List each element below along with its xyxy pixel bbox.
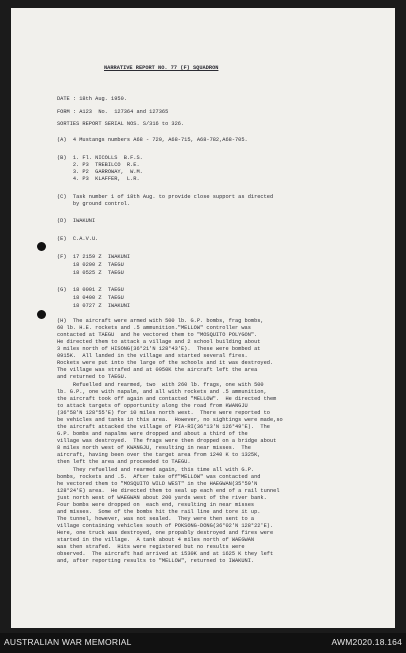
narrative-line: the aircraft took off again and contacted "MELLOW". He directed them [57, 396, 277, 402]
narrative-line: Refuelled and rearmed, two with 260 lb. frags, one with 500 [57, 382, 264, 388]
section-f: 18 0525 Z TAEGU [57, 270, 124, 276]
archive-footer [0, 633, 406, 653]
narrative-line: Rockets were put into the large of the schools and it was destroyed. [57, 360, 274, 366]
narrative-line: He directed them to attack a village and 2 school building about [57, 339, 261, 345]
narrative-line: observed. The aircraft had arrived at 1530K and at 1625 K they left [57, 551, 274, 557]
archive-name: AUSTRALIAN WAR MEMORIAL [4, 637, 132, 647]
section-f: 18 0200 Z TAEGU [57, 262, 124, 268]
section-a: (A) 4 Mustangs numbers A68 - 720, A68-715, A68-782,A68-705. [57, 137, 248, 143]
narrative-line: Four bombs were dropped on each end, resulting in near misses [57, 502, 255, 508]
narrative-line: he vectored them to "MOSQUITO WILD WEST" in the HAEGWAN(35°59'N [57, 481, 258, 487]
narrative-line: 60 lb. H.E. rockets and .5 ammunition."MELLOW" controller was [57, 325, 251, 331]
narrative-line: the aircraft attacked the village of PIA-RI(36°13'N 126°49'E). The [57, 424, 270, 430]
narrative-line: just north west of WAEGWAN about 200 yards west of the river bank. [57, 495, 267, 501]
narrative-line: started in the village. A tank about 4 miles north of WAEGWAN [57, 537, 255, 543]
archive-reference: AWM2020.18.164 [331, 637, 402, 647]
section-b: 4. P3 KLAFFER, L.R. [57, 176, 140, 182]
narrative-line: and returned to TAEGU. [57, 374, 127, 380]
section-e: (E) C.A.V.U. [57, 236, 99, 242]
narrative-line: The tunnel, however, was not sealed. They were then sent to a [57, 516, 255, 522]
narrative-line: (36°58'N 128°55'E) for 10 miles north west. There were reported to [57, 410, 270, 416]
narrative-line: Here, one truck was destroyed, one propably destroyed and fires were [57, 530, 274, 536]
narrative-line: G.P. bombs and napalms were dropped and about a third of the [57, 431, 248, 437]
narrative-line: then left the area and proceeded to TAEGU. [57, 459, 191, 465]
section-g: 18 0727 Z IWAKUNI [57, 303, 131, 309]
report-title: NARRATIVE REPORT NO. 77 (F) SQUADRON [104, 65, 219, 71]
section-g: 18 0400 Z TAEGU [57, 295, 124, 301]
narrative-line: and misses. Some of the bombs hit the rail line and tore it up. [57, 509, 261, 515]
section-b: 2. P3 TREBILCO R.E. [57, 162, 140, 168]
narrative-line: aircraft, having been over the target area from 1240 K to 1325K, [57, 452, 261, 458]
narrative-line: 8 miles north west of KWANGJU, resulting in near misses. The [57, 445, 251, 451]
narrative-line: lb. G.P., one with napalm, and all with rockets and .5 ammunition, [57, 389, 267, 395]
narrative-line: and, after reporting results to "MELLOW", returned to IWAKUNI. [57, 558, 255, 564]
section-c: by ground control. [57, 201, 131, 207]
narrative-line: 3 miles north of HISONG(36°21'N 128°43'E). These were bombed at [57, 346, 261, 352]
narrative-line: 128°24'E) area. He directed them to seal up each end of a rail tunnel [57, 488, 280, 494]
narrative-line: The village was strafed and at 0950K the aircraft left the area [57, 367, 258, 373]
narrative-line: village was destroyed. The frags were then dropped on a bridge about [57, 438, 277, 444]
narrative-line: bombs, rockets and .5. After take off"MELLOW" was contacted and [57, 474, 261, 480]
date-line: DATE : 18th Aug. 1950. [57, 96, 127, 102]
document-page [11, 8, 395, 628]
punch-hole [37, 242, 46, 251]
narrative-line: contacted at TAEGU and he vectored them to "MOSQUITO POLYGON". [57, 332, 258, 338]
section-c: (C) Task number 1 of 18th Aug. to provide close support as directed [57, 194, 274, 200]
section-f: (F) 17 2159 Z IWAKUNI [57, 254, 131, 260]
section-g: (G) 18 0001 Z TAEGU [57, 287, 124, 293]
narrative-line: be vehicles and tanks in this area. However, no sightings were made,so [57, 417, 283, 423]
section-b: (B) 1. Fl. NICOLLS B.F.S. [57, 155, 143, 161]
section-d: (D) IWAKUNI [57, 218, 96, 224]
form-line: FORM : A123 No. 127364 and 127365 [57, 109, 169, 115]
punch-hole [37, 310, 46, 319]
section-b: 3. P2 GARROWAY, W.M. [57, 169, 143, 175]
narrative-line: to attack targets of opportunity along the road from KWANGJU [57, 403, 248, 409]
serial-line: SORTIES REPORT SERIAL NOS. S/316 to 326. [57, 121, 185, 127]
narrative-line: was then strafed. Hits were registered but no results were [57, 544, 245, 550]
narrative-line: They refuelled and rearmed again, this time all with G.P. [57, 467, 255, 473]
narrative-line: 0915K. All landed in the village and started several fires. [57, 353, 248, 359]
narrative-line: (H) The aircraft were armed with 500 lb. G.P. bombs, frag bombs, [57, 318, 264, 324]
narrative-line: village containing vehicles south of POKSONG-DONG(36°02'N 128°22'E). [57, 523, 274, 529]
